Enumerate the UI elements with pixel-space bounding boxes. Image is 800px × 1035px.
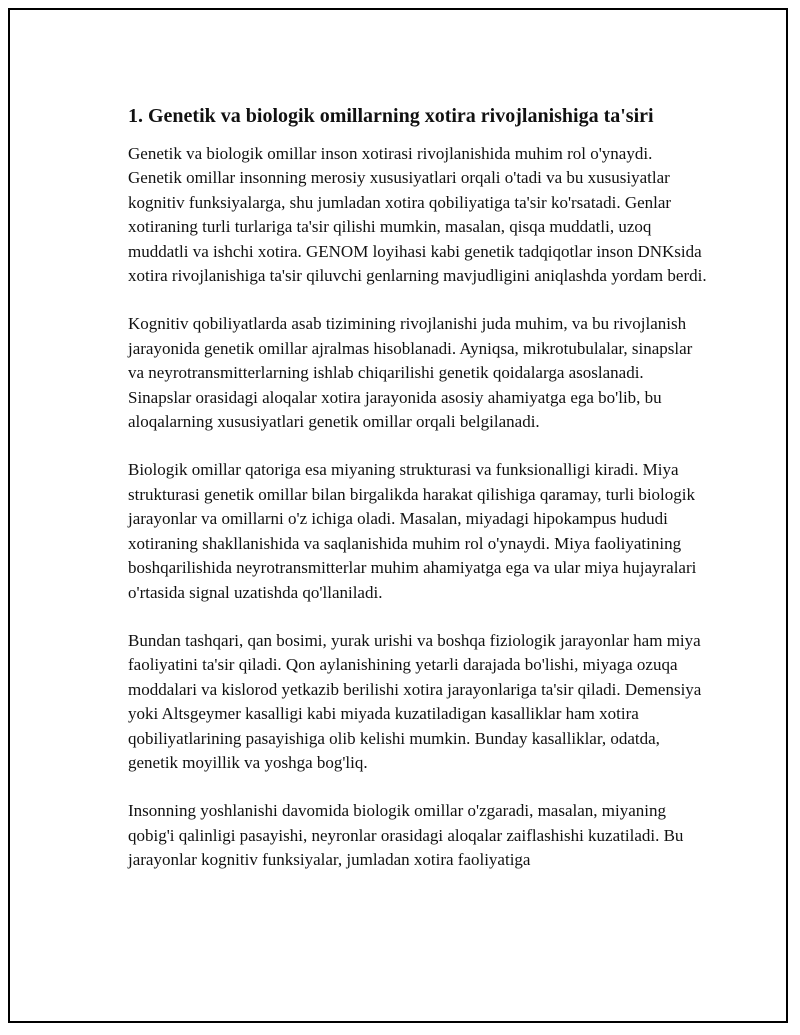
paragraph-biological-factors: Biologik omillar qatoriga esa miyaning strukturasi va funksionalligi kiradi. Miya strukturasi genetik omillar bilan birgalikda harakat qilishiga qaramay, turli biologik jarayonlar va omillarni o'z ichiga oladi. Masalan, miyadagi hipokampus hududi xotiraning shakllanishida va saqlanishida muhim rol o'ynaydi. Miya faoliyatining boshqarilishida neyrotransmitterlar muhim ahamiyatga ega va ular miya hujayralari o'rtasida signal uzatishda qo'llaniladi. bbox=[128, 460, 697, 602]
paragraph-aging: Insonning yoshlanishi davomida biologik omillar o'zgaradi, masalan, miyaning qobig'i qalinligi pasayishi, neyronlar orasidagi aloqalar zaiflashishi kuzatiladi. Bu jarayonlar kognitiv funksiyalar, jumladan xotira faoliyatiga bbox=[128, 801, 684, 870]
document-body bbox=[128, 102, 708, 897]
paragraph-genetic-factors: Genetik va biologik omillar inson xotirasi rivojlanishida muhim rol o'ynaydi. Genetik omillar insonning merosiy xususiyatlari orqali o'tadi va bu xususiyatlar kognitiv funksiyalarga, shu jumladan xotira qobiliyatiga ta'sir ko'rsatadi. Genlar xotiraning turli turlariga ta'sir qilishi mumkin, masalan, qisqa muddatli, uzoq muddatli va ishchi xotira. GENOM loyihasi kabi genetik tadqiqotlar inson DNKsida xotira rivojlanishiga ta'sir qiluvchi genlarning mavjudligini aniqlashda yordam berdi. bbox=[128, 144, 707, 286]
page-frame bbox=[8, 8, 788, 1023]
section-title: 1. Genetik va biologik omillarning xotira rivojlanishiga ta'siri bbox=[128, 105, 654, 127]
paragraph-nervous-system: Kognitiv qobiliyatlarda asab tizimining rivojlanishi juda muhim, va bu rivojlanish jarayonida genetik omillar ajralmas hisoblanadi. Ayniqsa, mikrotubulalar, sinapslar va neyrotransmitterlarning ishlab chiqarilishi genetik qoidalarga asoslanadi. Sinapslar orasidagi aloqalar xotira jarayonida asosiy ahamiyatga ega bo'lib, bu aloqalarning xususiyatlari genetik omillar orqali belgilanadi. bbox=[128, 314, 693, 432]
paragraph-physiological-processes: Bundan tashqari, qan bosimi, yurak urishi va boshqa fiziologik jarayonlar ham miya faoliyatini ta'sir qiladi. Qon aylanishining yetarli darajada bo'lishi, miyaga ozuqa moddalari va kislorod yetkazib berilishi xotira jarayonlariga ta'sir qiladi. Demensiya yoki Altsgeymer kasalligi kabi miyada kuzatiladigan kasalliklar ham xotira qobiliyatlarining pasayishiga olib kelishi mumkin. Bunday kasalliklar, odatda, genetik moyillik va yoshga bog'liq. bbox=[128, 630, 702, 772]
